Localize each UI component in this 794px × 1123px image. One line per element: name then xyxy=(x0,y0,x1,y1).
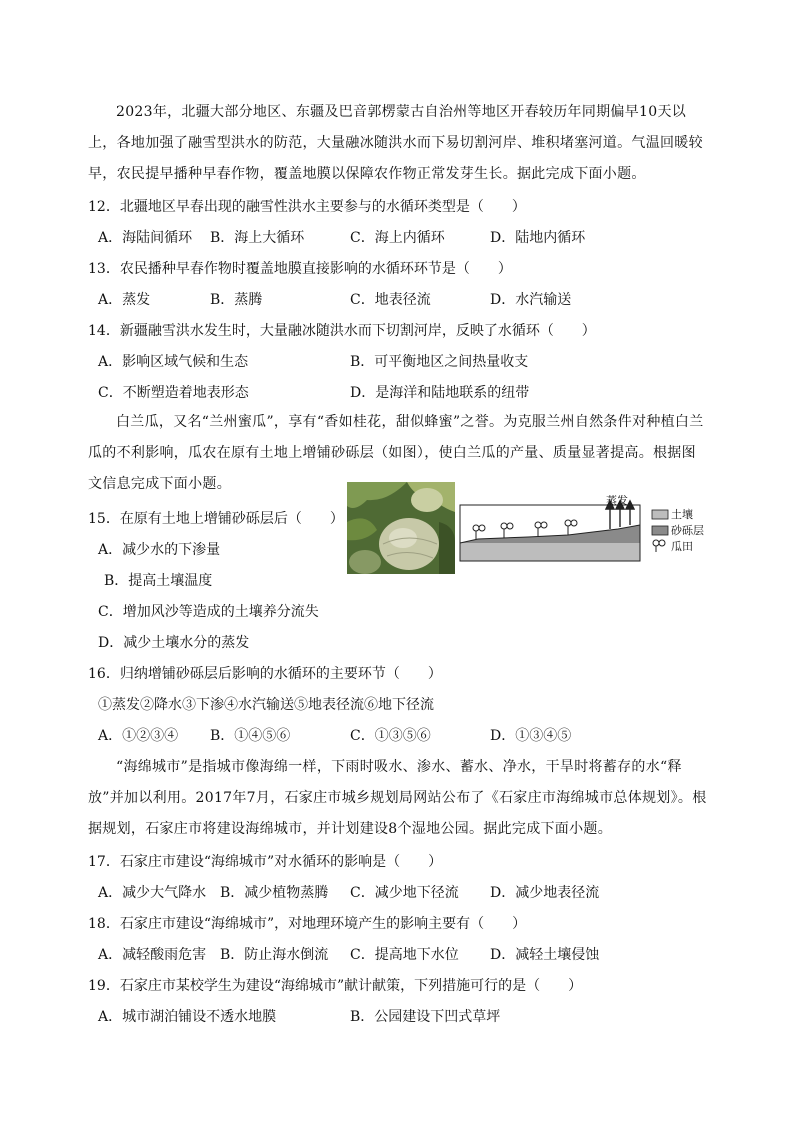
question-14-options-row1 xyxy=(98,352,698,372)
option-b: B．公园建设下凹式草坪 xyxy=(350,1009,501,1025)
question-18: 18．石家庄市建设“海绵城市”，对地理环境产生的影响主要有（ ） xyxy=(88,916,527,932)
option-a: A．①②③④ xyxy=(98,728,179,744)
option-a: A．减少大气降水 xyxy=(98,885,207,901)
option-b: B．防止海水倒流 xyxy=(220,947,329,963)
option-b: B．减少植物蒸腾 xyxy=(220,885,329,901)
gravel-field-diagram xyxy=(458,495,710,567)
gravel-layer xyxy=(460,525,640,543)
question-19: 19．石家庄市某校学生为建设“海绵城市”献计献策，下列措施可行的是（ ） xyxy=(88,978,583,994)
passage-xinjiang: 2023年，北疆大部分地区、东疆及巴音郭楞蒙古自治州等地区开春较历年同期偏早10天以上，各地加强了融雪型洪水的防范，大量融冰随洪水而下易切割河岸、堆积堵塞河道。气温回暖较早，农民提早播种早春作物，覆盖地膜以保障农作物正常发芽生长。据此完成下面小题。 xyxy=(88,104,703,182)
option-a: A．蒸发 xyxy=(98,292,151,308)
legend-gravel-label: 砂砾层 xyxy=(671,524,704,537)
question-15: 15．在原有土地上增铺砂砾层后（ ） xyxy=(88,511,344,527)
option-d: D．①③④⑤ xyxy=(490,728,572,744)
question-16-options xyxy=(98,726,698,746)
passage-sponge-city: “海绵城市”是指城市像海绵一样，下雨时吸水、渗水、蓄水、净水，干旱时将蓄存的水“释放”并加以利用。2017年7月，石家庄市城乡规划局网站公布了《石家庄市海绵城市总体规划》。根据规划，石家庄市将建设海绵城市，并计划建设8个湿地公园。据此完成下面小题。 xyxy=(88,759,707,837)
question-16: 16．归纳增铺砂砾层后影响的水循环的主要环节（ ） xyxy=(88,666,442,682)
legend-field-label: 瓜田 xyxy=(671,540,693,553)
option-d: D．是海洋和陆地联系的纽带 xyxy=(350,385,530,401)
question-14: 14．新疆融雪洪水发生时，大量融冰随洪水而下切割河岸，反映了水循环（ ） xyxy=(88,323,596,339)
question-13-options xyxy=(98,290,698,310)
melon-photo xyxy=(347,482,455,574)
question-12-options xyxy=(98,228,698,248)
question-17: 17．石家庄市建设“海绵城市”对水循环的影响是（ ） xyxy=(88,854,443,870)
option-a: A．减少水的下渗量 xyxy=(98,542,221,558)
option-a: A．减轻酸雨危害 xyxy=(98,947,207,963)
option-b: B．可平衡地区之间热量收支 xyxy=(350,354,529,370)
legend-gravel-swatch xyxy=(652,526,668,535)
option-c: C．增加风沙等造成的土壤养分流失 xyxy=(98,604,319,620)
question-17-options xyxy=(98,883,698,903)
option-d: D．水汽输送 xyxy=(490,292,572,308)
legend-soil-label: 土壤 xyxy=(671,508,693,521)
option-b: B．蒸腾 xyxy=(210,292,263,308)
question-12: 12．北疆地区早春出现的融雪性洪水主要参与的水循环类型是（ ） xyxy=(88,199,526,215)
passage-melon: 白兰瓜，又名“兰州蜜瓜”，享有“香如桂花，甜似蜂蜜”之誉。为克服兰州自然条件对种植白兰瓜的不利影响，瓜农在原有土地上增铺砂砾层（如图），使白兰瓜的产量、质量显著提高。根据图文信息完成下面小题。 xyxy=(88,414,704,492)
option-c: C．①③⑤⑥ xyxy=(350,728,431,744)
question-18-options xyxy=(98,945,698,965)
option-c: C．不断塑造着地表形态 xyxy=(98,385,249,401)
question-14-options-row2 xyxy=(98,383,698,403)
question-19-options xyxy=(98,1007,698,1027)
question-16-items: ①蒸发②降水③下渗④水汽输送⑤地表径流⑥地下径流 xyxy=(98,697,434,713)
evaporation-label: 蒸发 xyxy=(606,495,628,507)
option-d: D．减少地表径流 xyxy=(490,885,600,901)
question-13: 13．农民播种早春作物时覆盖地膜直接影响的水循环环节是（ ） xyxy=(88,261,512,277)
legend-soil-swatch xyxy=(652,510,668,519)
option-b: B．提高土壤温度 xyxy=(104,573,213,589)
soil-layer xyxy=(460,543,640,561)
option-b: B．海上大循环 xyxy=(210,230,305,246)
option-a: A．海陆间循环 xyxy=(98,230,193,246)
option-c: C．提高地下水位 xyxy=(350,947,459,963)
option-a: A．城市湖泊铺设不透水地膜 xyxy=(98,1009,277,1025)
option-a: A．影响区域气候和生态 xyxy=(98,354,249,370)
option-b: B．①④⑤⑥ xyxy=(210,728,291,744)
option-d: D．陆地内循环 xyxy=(490,230,586,246)
option-c: C．减少地下径流 xyxy=(350,885,459,901)
legend-field-icon xyxy=(653,540,665,552)
option-d: D．减轻土壤侵蚀 xyxy=(490,947,600,963)
option-c: C．海上内循环 xyxy=(350,230,445,246)
option-d: D．减少土壤水分的蒸发 xyxy=(98,635,250,651)
option-c: C．地表径流 xyxy=(350,292,431,308)
